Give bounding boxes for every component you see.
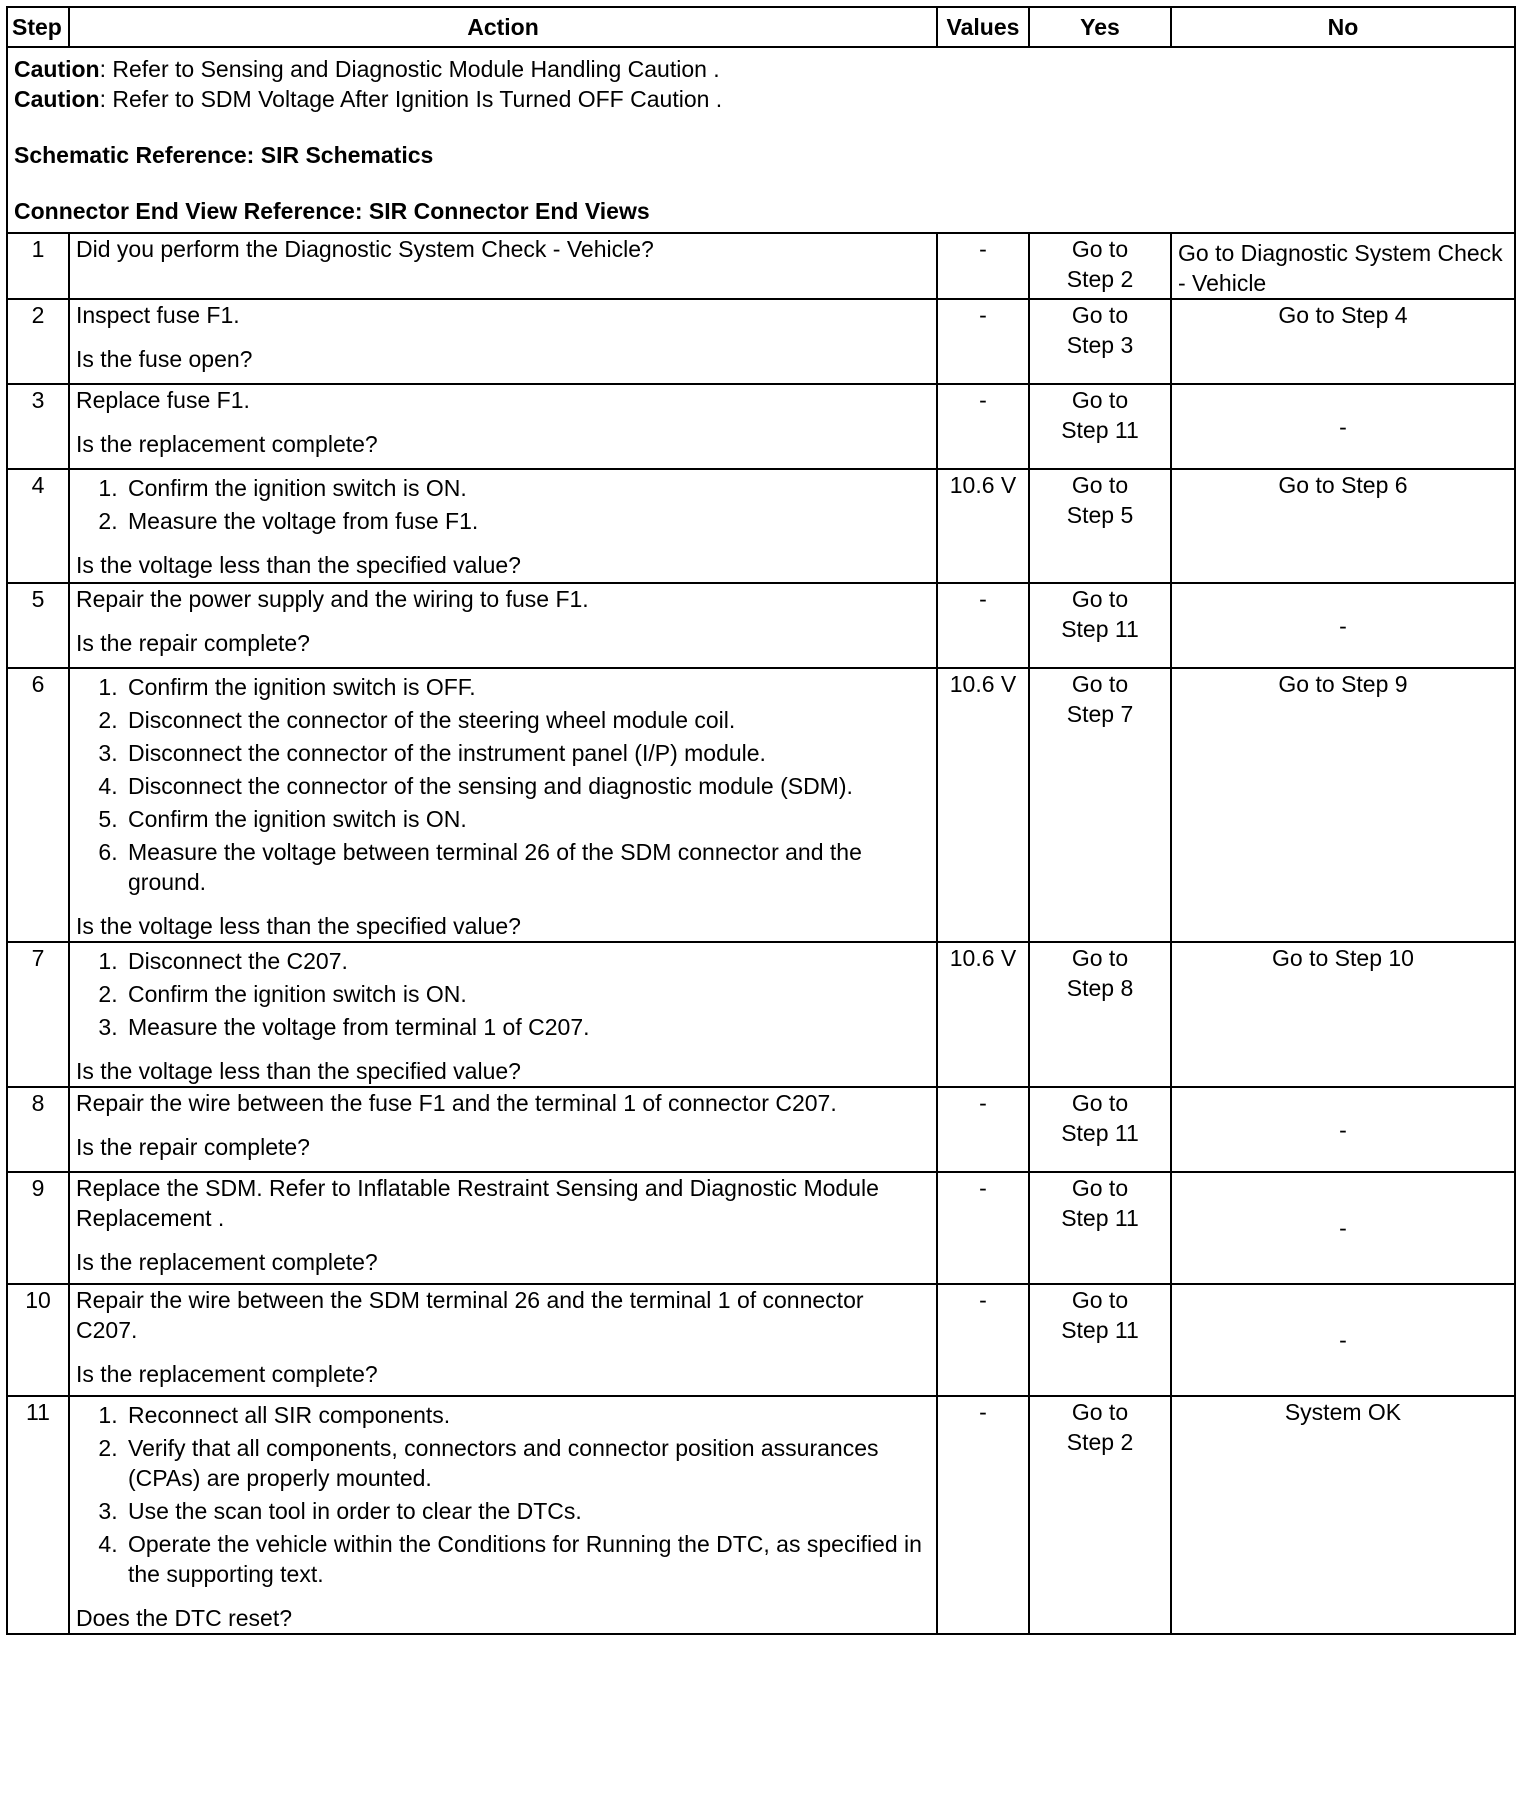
step-row: [7, 1284, 1515, 1396]
step-yes-result: Go to Step 11: [1029, 1172, 1171, 1284]
step-row: [7, 1172, 1515, 1284]
caution-label: Caution: [14, 86, 100, 112]
action-list-item: 1. Disconnect the C207.: [124, 946, 930, 976]
action-question: Is the voltage less than the specified value?: [76, 913, 521, 939]
step-no-result: -: [1171, 1087, 1515, 1172]
action-list-item: 1. Confirm the ignition switch is ON.: [124, 473, 930, 503]
step-action: [69, 1396, 937, 1634]
header-step: Step: [7, 7, 69, 47]
action-question: Is the voltage less than the specified value?: [76, 1058, 521, 1084]
connector-reference: Connector End View Reference: SIR Connector End Views: [14, 198, 650, 224]
step-yes-result: Go to Step 11: [1029, 1087, 1171, 1172]
action-text: Repair the wire between the fuse F1 and the terminal 1 of connector C207.: [76, 1090, 837, 1116]
caution-line-2: [14, 84, 1508, 114]
step-yes-result: Go to Step 2: [1029, 233, 1171, 299]
action-list-item: 3. Measure the voltage from terminal 1 of C207.: [124, 1012, 930, 1042]
action-list: [76, 946, 930, 1042]
step-value: 10.6 V: [937, 469, 1029, 583]
step-action: [69, 384, 937, 469]
caution-label: Caution: [14, 56, 100, 82]
step-no-result: System OK: [1171, 1396, 1515, 1634]
action-question: Does the DTC reset?: [76, 1605, 293, 1631]
step-no-result: -: [1171, 1172, 1515, 1284]
step-action: [69, 469, 937, 583]
step-row: [7, 233, 1515, 299]
step-action: [69, 299, 937, 384]
step-action: [69, 1087, 937, 1172]
step-number: 4: [7, 469, 69, 583]
header-action: Action: [69, 7, 937, 47]
action-text: Did you perform the Diagnostic System Check - Vehicle?: [76, 236, 654, 262]
caution-text: : Refer to SDM Voltage After Ignition Is Turned OFF Caution .: [99, 86, 723, 112]
step-row: [7, 583, 1515, 668]
action-list-item: 1. Reconnect all SIR components.: [124, 1400, 930, 1430]
notes-cell: [7, 47, 1515, 233]
action-question: Is the fuse open?: [76, 346, 253, 372]
action-list: [76, 473, 930, 536]
action-question: Is the voltage less than the specified value?: [76, 552, 521, 578]
step-row: [7, 469, 1515, 583]
action-list-item: 3. Use the scan tool in order to clear the DTCs.: [124, 1496, 930, 1526]
step-value: -: [937, 1284, 1029, 1396]
step-row: [7, 1087, 1515, 1172]
step-row: [7, 299, 1515, 384]
diagnostic-table-container: [6, 6, 1514, 1635]
step-number: 2: [7, 299, 69, 384]
action-text: Repair the power supply and the wiring to fuse F1.: [76, 586, 589, 612]
step-action: [69, 1284, 937, 1396]
action-list-item: 4. Disconnect the connector of the sensing and diagnostic module (SDM).: [124, 771, 930, 801]
step-number: 7: [7, 942, 69, 1087]
step-value: -: [937, 1172, 1029, 1284]
step-number: 8: [7, 1087, 69, 1172]
step-no-result: Go to Step 9: [1171, 668, 1515, 942]
step-value: 10.6 V: [937, 942, 1029, 1087]
step-number: 9: [7, 1172, 69, 1284]
diagnostic-table: [6, 6, 1516, 1635]
step-row: [7, 942, 1515, 1087]
step-value: -: [937, 233, 1029, 299]
step-row: [7, 668, 1515, 942]
step-number: 10: [7, 1284, 69, 1396]
step-no-result: -: [1171, 1284, 1515, 1396]
action-list-item: 4. Operate the vehicle within the Conditions for Running the DTC, as specified in the supporting text.: [124, 1529, 930, 1589]
step-number: 11: [7, 1396, 69, 1634]
header-yes: Yes: [1029, 7, 1171, 47]
step-yes-result: Go to Step 11: [1029, 384, 1171, 469]
step-action: [69, 668, 937, 942]
step-yes-result: Go to Step 11: [1029, 1284, 1171, 1396]
action-list-item: 2. Disconnect the connector of the steering wheel module coil.: [124, 705, 930, 735]
step-row: [7, 1396, 1515, 1634]
step-number: 3: [7, 384, 69, 469]
action-text: Inspect fuse F1.: [76, 302, 240, 328]
action-list-item: 2. Verify that all components, connectors and connector position assurances (CPAs) are properly mounted.: [124, 1433, 930, 1493]
caution-line-1: [14, 54, 1508, 84]
step-yes-result: Go to Step 5: [1029, 469, 1171, 583]
action-list-item: 2. Confirm the ignition switch is ON.: [124, 979, 930, 1009]
header-values: Values: [937, 7, 1029, 47]
action-list: [76, 1400, 930, 1589]
step-no-result: -: [1171, 583, 1515, 668]
step-action: [69, 1172, 937, 1284]
action-list-item: 3. Disconnect the connector of the instrument panel (I/P) module.: [124, 738, 930, 768]
step-no-result: -: [1171, 384, 1515, 469]
action-list-item: 5. Confirm the ignition switch is ON.: [124, 804, 930, 834]
action-text: Replace the SDM. Refer to Inflatable Restraint Sensing and Diagnostic Module Replacement .: [76, 1175, 879, 1231]
step-value: -: [937, 384, 1029, 469]
step-value: -: [937, 1396, 1029, 1634]
action-question: Is the repair complete?: [76, 630, 310, 656]
step-yes-result: Go to Step 2: [1029, 1396, 1171, 1634]
step-number: 1: [7, 233, 69, 299]
notes-row: [7, 47, 1515, 233]
step-action: [69, 942, 937, 1087]
schematic-reference: Schematic Reference: SIR Schematics: [14, 142, 434, 168]
action-list-item: 1. Confirm the ignition switch is OFF.: [124, 672, 930, 702]
action-question: Is the replacement complete?: [76, 1249, 378, 1275]
step-number: 6: [7, 668, 69, 942]
header-no: No: [1171, 7, 1515, 47]
action-text: Replace fuse F1.: [76, 387, 250, 413]
action-question: Is the repair complete?: [76, 1134, 310, 1160]
action-list-item: 2. Measure the voltage from fuse F1.: [124, 506, 930, 536]
action-list: [76, 672, 930, 897]
action-list-item: 6. Measure the voltage between terminal 26 of the SDM connector and the ground.: [124, 837, 930, 897]
step-no-result: Go to Step 6: [1171, 469, 1515, 583]
step-action: [69, 583, 937, 668]
header-row: [7, 7, 1515, 47]
step-no-result: Go to Step 10: [1171, 942, 1515, 1087]
step-value: -: [937, 1087, 1029, 1172]
step-yes-result: Go to Step 8: [1029, 942, 1171, 1087]
step-value: -: [937, 583, 1029, 668]
step-value: -: [937, 299, 1029, 384]
action-question: Is the replacement complete?: [76, 1361, 378, 1387]
action-question: Is the replacement complete?: [76, 431, 378, 457]
step-no-result: Go to Step 4: [1171, 299, 1515, 384]
step-yes-result: Go to Step 7: [1029, 668, 1171, 942]
step-row: [7, 384, 1515, 469]
step-action: [69, 233, 937, 299]
step-number: 5: [7, 583, 69, 668]
caution-text: : Refer to Sensing and Diagnostic Module Handling Caution .: [99, 56, 720, 82]
step-yes-result: Go to Step 11: [1029, 583, 1171, 668]
step-value: 10.6 V: [937, 668, 1029, 942]
step-yes-result: Go to Step 3: [1029, 299, 1171, 384]
step-no-result: Go to Diagnostic System Check - Vehicle: [1171, 233, 1515, 299]
action-text: Repair the wire between the SDM terminal 26 and the terminal 1 of connector C207.: [76, 1287, 864, 1343]
